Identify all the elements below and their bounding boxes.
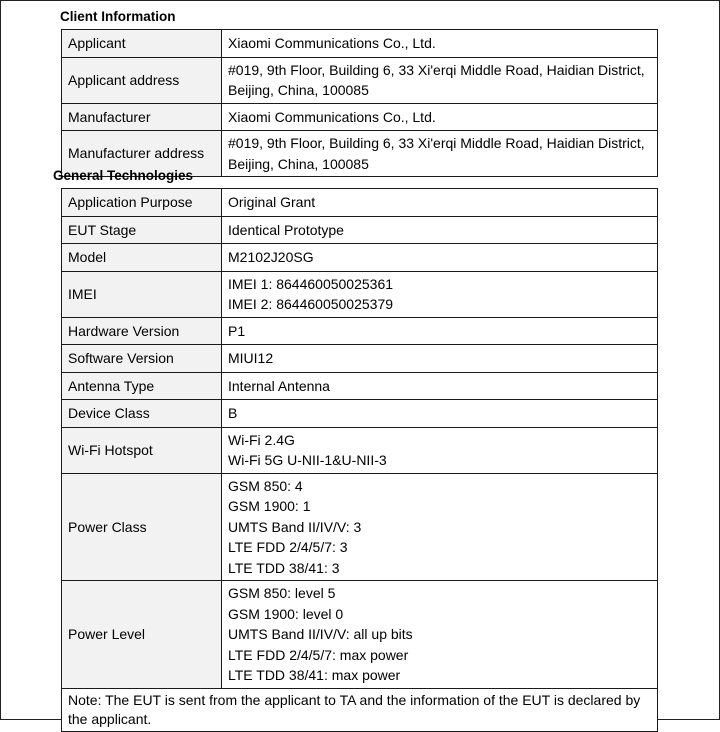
table-row-antenna-type (62, 372, 658, 400)
field-label: Application Purpose (62, 189, 222, 217)
table-row-software-version (62, 345, 658, 373)
field-label: Applicant (62, 30, 222, 58)
note-text: Note: The EUT is sent from the applicant to TA and the information of the EUT is declared by the applicant. (62, 688, 658, 731)
field-label: Manufacturer address (62, 131, 222, 177)
field-label: Power Class (62, 473, 222, 581)
field-value (222, 216, 658, 244)
field-value (222, 400, 658, 428)
field-value-line: LTE TDD 38/41: 3 (228, 559, 340, 576)
table-row-imei (62, 271, 658, 317)
field-value-line: #019, 9th Floor, Building 6, 33 Xi'erqi Middle Road, Haidian District, (228, 61, 645, 78)
field-value-line: MIUI12 (228, 350, 274, 366)
field-value-line: Internal Antenna (228, 377, 330, 394)
field-value-line: GSM 1900: level 0 (228, 605, 344, 622)
field-label: Power Level (62, 581, 222, 689)
field-value (222, 103, 658, 131)
field-label: Wi-Fi Hotspot (62, 427, 222, 473)
field-value-line: Wi-Fi 2.4G (228, 431, 295, 448)
field-value-line: GSM 1900: 1 (228, 498, 311, 514)
field-label: Applicant address (62, 57, 222, 103)
table-row-application-purpose (62, 189, 658, 217)
field-value (222, 317, 658, 345)
field-value-line: Wi-Fi 5G U-NII-1&U-NII-3 (228, 452, 387, 468)
field-value-line: B (228, 405, 238, 421)
client-information-heading: Client Information (60, 9, 176, 24)
field-value (222, 189, 658, 217)
field-value-line: Xiaomi Communications Co., Ltd. (228, 108, 436, 125)
field-value-line: Original Grant (228, 194, 316, 210)
client-information-table (61, 29, 658, 177)
field-value-line: Xiaomi Communications Co., Ltd. (228, 35, 436, 51)
table-row-device-class (62, 400, 658, 428)
field-value (222, 30, 658, 58)
field-value-line: GSM 850: 4 (228, 477, 303, 494)
table-row-model (62, 244, 658, 272)
field-value-line: M2102J20SG (228, 249, 314, 265)
field-value-line: P1 (228, 322, 246, 339)
field-value (222, 473, 658, 581)
field-label: EUT Stage (62, 216, 222, 244)
field-value-line: IMEI 2: 864460050025379 (228, 296, 394, 312)
field-value (222, 57, 658, 103)
general-technologies-heading: General Technologies (53, 168, 194, 183)
field-value-line: Identical Prototype (228, 221, 344, 238)
table-row-wi-fi-hotspot (62, 427, 658, 473)
field-label: Model (62, 244, 222, 272)
field-value-line: Beijing, China, 100085 (228, 82, 369, 98)
field-value-line: UMTS Band II/IV/V: 3 (228, 518, 362, 535)
field-value-line: LTE FDD 2/4/5/7: 3 (228, 539, 348, 555)
table-row-power-level (62, 581, 658, 689)
field-value-line: UMTS Band II/IV/V: all up bits (228, 626, 413, 642)
table-row-applicant (62, 30, 658, 58)
field-label: Antenna Type (62, 372, 222, 400)
field-label: Manufacturer (62, 103, 222, 131)
table-row-eut-stage (62, 216, 658, 244)
field-value-line: LTE FDD 2/4/5/7: max power (228, 646, 409, 663)
field-label: Device Class (62, 400, 222, 428)
field-value-line: GSM 850: level 5 (228, 585, 336, 601)
general-technologies-table (61, 188, 658, 732)
field-value (222, 581, 658, 689)
table-row-manufacturer (62, 103, 658, 131)
table-row-hardware-version (62, 317, 658, 345)
table-row-applicant-address (62, 57, 658, 103)
field-value (222, 244, 658, 272)
field-value (222, 271, 658, 317)
field-label: IMEI (62, 271, 222, 317)
field-value-line: LTE TDD 38/41: max power (228, 667, 401, 683)
table-row-power-class (62, 473, 658, 581)
field-label: Hardware Version (62, 317, 222, 345)
field-value (222, 131, 658, 177)
field-value (222, 345, 658, 373)
field-value-line: IMEI 1: 864460050025361 (228, 275, 394, 292)
field-label: Software Version (62, 345, 222, 373)
note-row (62, 688, 658, 731)
field-value (222, 372, 658, 400)
field-value-line: #019, 9th Floor, Building 6, 33 Xi'erqi Middle Road, Haidian District, (228, 135, 645, 151)
field-value (222, 427, 658, 473)
field-value-line: Beijing, China, 100085 (228, 155, 369, 172)
